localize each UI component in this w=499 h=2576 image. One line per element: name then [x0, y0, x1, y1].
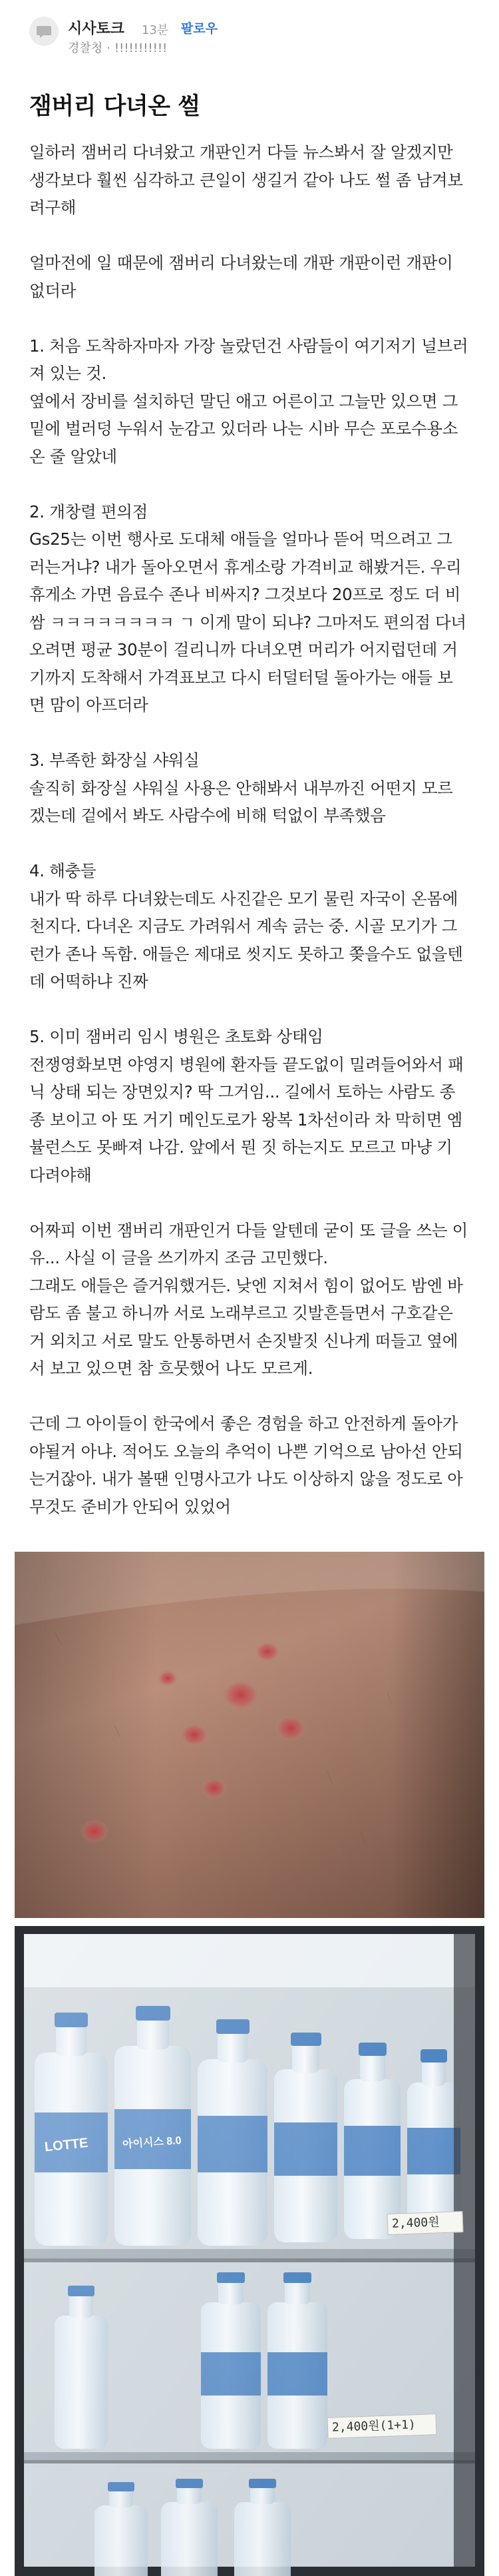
channel-avatar[interactable] [29, 17, 59, 46]
bottle-brand-label: LOTTE [43, 2135, 89, 2155]
post-paragraph: 어짜피 이번 잼버리 개판인거 다들 알텐데 굳이 또 글을 쓰는 이 유... 사실 이 글을 쓰기까지 조금 고민했다. 그래도 애들은 즐거워했거든. 낮엔 지쳐서 힘이 없어도 밤엔 바 람도 좀 불고 하니까 서로 노래부르고 깃발흔들면서 구호같은 거 외치고 서로 말도 안통하면서 손짓발짓 신나게 떠들고 옆에 서 보고 있으면 참 흐뭇했어 나도 모르게. [29, 1220, 468, 1378]
post-paragraph: 일하러 잼버리 다녀왔고 개판인거 다들 뉴스봐서 잘 알겠지만 생각보다 훨씬 심각하고 큰일이 생길거 같아 나도 썰 좀 남겨보 려구해 [29, 143, 463, 217]
channel-name[interactable]: 시사토크 [68, 21, 125, 37]
mosquito-bite-photo[interactable] [15, 1552, 484, 1918]
follow-button[interactable]: 팔로우 [181, 21, 218, 36]
post-title: 잼버리 다녀온 썰 [29, 93, 200, 120]
post-body [29, 139, 471, 1631]
post-paragraph: 얼마전에 일 때문에 잼버리 다녀왔는데 개판 개판이런 개판이 없더라 [29, 253, 453, 300]
post-paragraph: 3. 부족한 화장실 샤워실 솔직히 화장실 샤워실 사용은 안해봐서 내부까진 어떤지 모르 겠는데 겉에서 봐도 사람수에 비해 턱없이 부족했음 [29, 751, 453, 825]
arm-skin-illustration [15, 1552, 484, 1918]
price-tag-top-text: 2,400원 [391, 2215, 440, 2231]
post-paragraph: 5. 이미 잼버리 임시 병원은 초토화 상태임 전쟁영화보면 야영지 병원에 환자들 끝도없이 밀려들어와서 패 닉 상태 되는 장면있지? 딱 그거임... 길에서 토하는 사람도 종 종 보이고 아 또 거기 메인도로가 왕복 1차선이라 차 막히면 엠 뷸런스도 못빠져 나감. 앞에서 뭔 짓 하는지도 모르고 마냥 기 다려야해 [29, 1027, 464, 1185]
post-paragraph: 4. 해충들 내가 딱 하루 다녀왔는데도 사진같은 모기 물린 자국이 온몸에 천지다. 다녀온 지금도 가려워서 계속 긁는 중. 시골 모기가 그 런가 존나 독함. 애들은 제대로 씻지도 못하고 쫒을수도 없을텐 데 어떡하냐 진짜 [29, 861, 463, 991]
fridge-photo[interactable] [15, 1926, 484, 2576]
bottle-product-label: 아이시스 8.0 [122, 2134, 182, 2151]
post-paragraph: 1. 처음 도착하자마자 가장 놀랐던건 사람들이 여기저기 널브러 져 있는 것. 옆에서 장비를 설치하던 말딘 애고 어른이고 그늘만 있으면 그 밑에 벌러덩 누워서 눈감고 있더라 나는 시바 무슨 포로수용소 온 줄 알았네 [29, 336, 468, 466]
price-tag-top [387, 2211, 463, 2235]
author-org: 경찰청 [68, 41, 103, 55]
speech-bubble-icon [35, 23, 53, 40]
author-separator: · [106, 41, 110, 55]
price-tag-bottom [327, 2414, 436, 2438]
post-time: 13분 [142, 23, 169, 37]
post-paragraph: 근데 그 아이들이 한국에서 좋은 경험을 하고 안전하게 돌아가 야될거 아냐. 적어도 오늘의 추억이 나쁜 기억으로 남아선 안되 는거잖아. 내가 볼땐 인명사고가 나도 이상하지 않을 정도로 아 무것도 준비가 안되어 있었어 [29, 1414, 463, 1516]
price-tag-bottom-text: 2,400원(1+1) [331, 2417, 416, 2435]
post-paragraph: 2. 개창렬 편의점 Gs25는 이번 행사로 도대체 애들을 얼마나 뜯어 먹으려고 그 러는거냐? 내가 돌아오면서 휴게소랑 가격비교 해봤거든. 우리 휴게소 가면 음료수 존나 비싸지? 그것보다 20프로 정도 더 비 쌈 ㅋㅋㅋㅋㅋㅋㅋㅋ ㄱ 이게 말이 되냐? 그마저도 편의점 다녀 오려면 평균 30분이 걸리니까 다녀오면 머리가 어지럽던데 거 기까지 도착해서 가격표보고 다시 터덜터덜 돌아가는 애들 보 면 맘이 아프더라 [29, 501, 466, 715]
author-name: !!!!!!!!!!! [114, 41, 168, 55]
post-header [0, 0, 499, 67]
author-info [68, 39, 167, 56]
fridge-illustration [15, 1926, 484, 2576]
